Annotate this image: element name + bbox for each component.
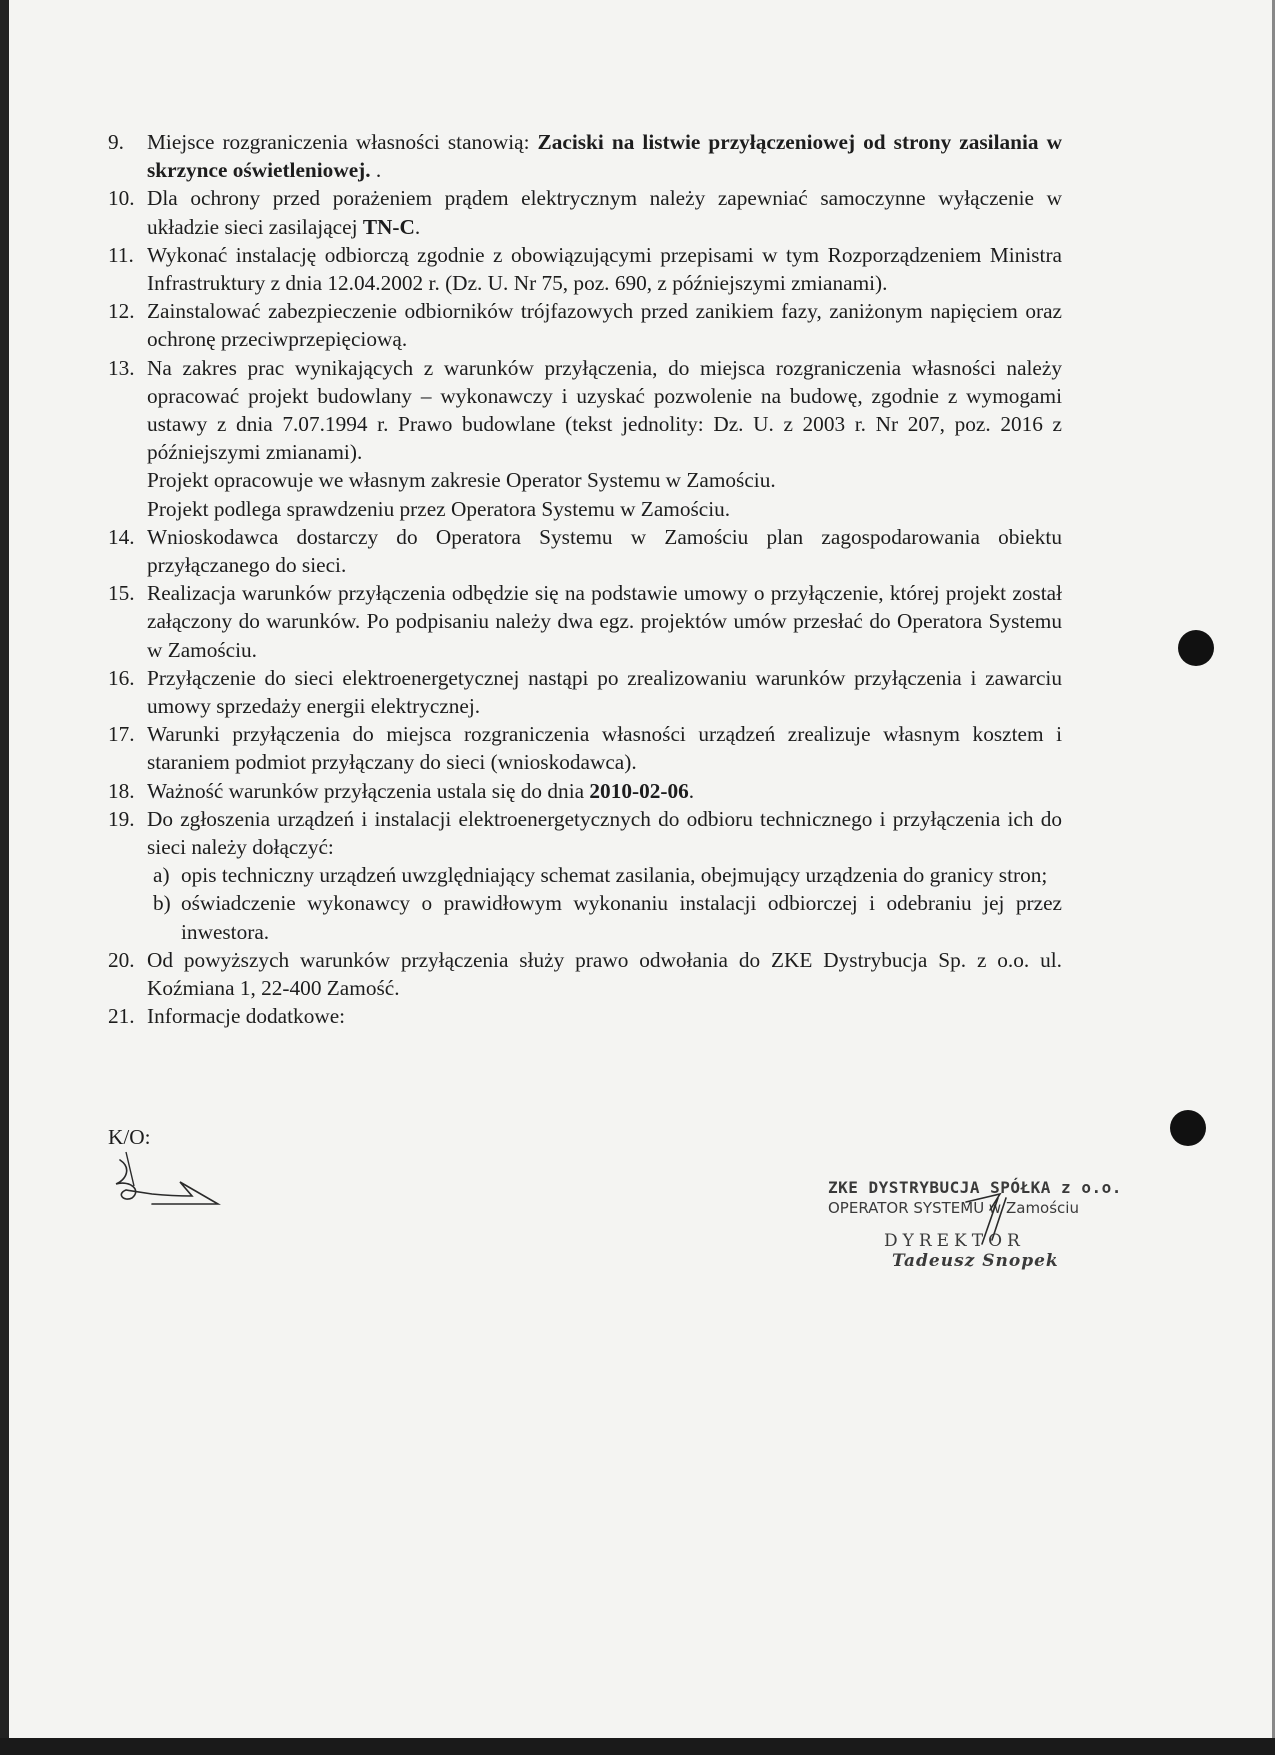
item-number: 12. xyxy=(108,299,135,324)
item-text: Do zgłoszenia urządzeń i instalacji elektroenergetycznych do odbioru technicznego i przyłączenia ich do sieci należy dołączyć: xyxy=(147,806,1062,860)
list-item-13 xyxy=(108,354,1062,523)
item-number: 15. xyxy=(108,581,135,606)
list-item-16 xyxy=(108,664,1062,720)
list-item-17 xyxy=(108,720,1062,776)
item-text: Warunki przyłączenia do miejsca rozgraniczenia własności urządzeń zrealizuje własnym kosztem i staraniem podmiot przyłączany do sieci (wnioskodawca). xyxy=(147,722,1062,775)
item-text: Wykonać instalację odbiorczą zgodnie z obowiązującymi przepisami w tym Rozporządzeniem Ministra Infrastruktury z dnia 12.04.2002 r. (Dz. U. Nr 75, poz. 690, z późniejszymi zmianami). xyxy=(147,242,1062,296)
item-number: 13. xyxy=(108,355,135,380)
item-text: Realizacja warunków przyłączenia odbędzie się na podstawie umowy o przyłączenie, której projekt został załączony do warunków. Po podpisaniu należy dwa egz. projektów umów przesłać do Operatora Systemu w Zamościu. xyxy=(147,581,1062,662)
item-text: Ważność warunków przyłączenia ustala się do dnia xyxy=(147,778,590,803)
item-number: 19. xyxy=(108,806,135,831)
item-number: 18. xyxy=(108,778,135,803)
sub-item-text: oświadczenie wykonawcy o prawidłowym wykonaniu instalacji odbiorczej i odebraniu jej przez inwestora. xyxy=(181,891,1062,944)
item-text: Miejsce rozgraniczenia własności stanowią: xyxy=(147,130,538,154)
item-number: 20. xyxy=(108,947,135,972)
item-number: 21. xyxy=(108,1004,135,1029)
list-item-21 xyxy=(108,1002,1062,1030)
item-number: 9. xyxy=(108,130,124,154)
item-text-end: . xyxy=(370,158,382,183)
item-line: Projekt opracowuje we własnym zakresie Operator Systemu w Zamościu. xyxy=(147,468,776,493)
punch-hole-bottom xyxy=(1170,1110,1206,1146)
item-text: Dla ochrony przed porażeniem prądem elektrycznym należy zapewniać samoczynne wyłączenie w układzie sieci zasilającej xyxy=(147,186,1062,239)
item-text: Informacje dodatkowe: xyxy=(147,1004,346,1029)
item-number: 16. xyxy=(108,665,135,690)
stamp-title: DYREKTOR xyxy=(884,1231,1025,1251)
scan-edge-bottom xyxy=(0,1738,1275,1755)
item-text: Wnioskodawca dostarczy do Operatora Systemu w Zamościu plan zagospodarowania obiektu przyłączanego do sieci. xyxy=(147,524,1062,578)
scan-edge-left xyxy=(0,0,9,1755)
item-number: 14. xyxy=(108,524,135,549)
item-text-end: . xyxy=(414,214,421,239)
item-text: Przyłączenie do sieci elektroenergetycznej nastąpi po zrealizowaniu warunków przyłączenia i zawarciu umowy sprzedaży energii elektrycznej. xyxy=(147,665,1062,719)
list-item-18 xyxy=(108,777,1062,805)
item-line: Projekt podlega sprawdzeniu przez Operatora Systemu w Zamościu. xyxy=(147,496,731,521)
item-text: Od powyższych warunków przyłączenia służy prawo odwołania do ZKE Dystrybucja Sp. z o.o. ul. Koźmiana 1, 22-400 Zamość. xyxy=(147,947,1062,1001)
list-item-15 xyxy=(108,579,1062,664)
list-item-14 xyxy=(108,523,1062,579)
sub-item-letter: b) xyxy=(153,891,171,916)
sub-item-text: opis techniczny urządzeń uwzględniający schemat zasilania, obejmujący urządzenia do granicy stron; xyxy=(181,863,1048,888)
list-item-11 xyxy=(108,241,1062,297)
list-item-10 xyxy=(108,184,1062,240)
document-body xyxy=(108,128,1062,1031)
ko-label: K/O: xyxy=(108,1125,151,1149)
item-number: 11. xyxy=(108,242,134,267)
punch-hole-top xyxy=(1178,630,1214,666)
list-item-12 xyxy=(108,297,1062,353)
sub-item-b xyxy=(108,889,1062,945)
item-bold-text: Zaciski na listwie przyłączeniowej od strony zasilania w skrzynce oświetleniowej. xyxy=(147,130,1062,183)
item-bold-text: 2010-02-06 xyxy=(589,778,689,803)
list-item-9 xyxy=(108,128,1062,184)
item-text-end: . xyxy=(688,778,695,803)
sub-item-a xyxy=(108,861,1062,889)
director-signature xyxy=(960,1188,1030,1248)
item-number: 10. xyxy=(108,186,135,211)
list-item-20 xyxy=(108,946,1062,1002)
item-bold-text: TN-C xyxy=(362,214,415,239)
sub-item-letter: a) xyxy=(153,863,170,888)
list-item-19 xyxy=(108,805,1062,861)
item-text: Zainstalować zabezpieczenie odbiorników trójfazowych przed zanikiem fazy, zaniżonym napięciem oraz ochronę przeciwprzepięciową. xyxy=(147,299,1062,352)
stamp-person-name: Tadeusz Snopek xyxy=(892,1251,1059,1271)
stamp-company-name: ZKE DYSTRYBUCJA SPÓŁKA z o.o. xyxy=(828,1178,1122,1197)
item-text: Na zakres prac wynikających z warunków przyłączenia, do miejsca rozgraniczenia własności należy opracować projekt budowlany – wykonawczy i uzyskać pozwolenie na budowę, zgodnie z wymogami ustawy z dnia 7.07.1994 r. Prawo budowlane (tekst jednolity: Dz. U. z 2003 r. Nr 207, poz. 2016 z późniejszymi zmianami). xyxy=(147,355,1062,465)
item-number: 17. xyxy=(108,722,135,747)
stamp-operator: OPERATOR SYSTEMU w Zamościu xyxy=(828,1199,1079,1217)
initials-signature xyxy=(112,1150,232,1210)
